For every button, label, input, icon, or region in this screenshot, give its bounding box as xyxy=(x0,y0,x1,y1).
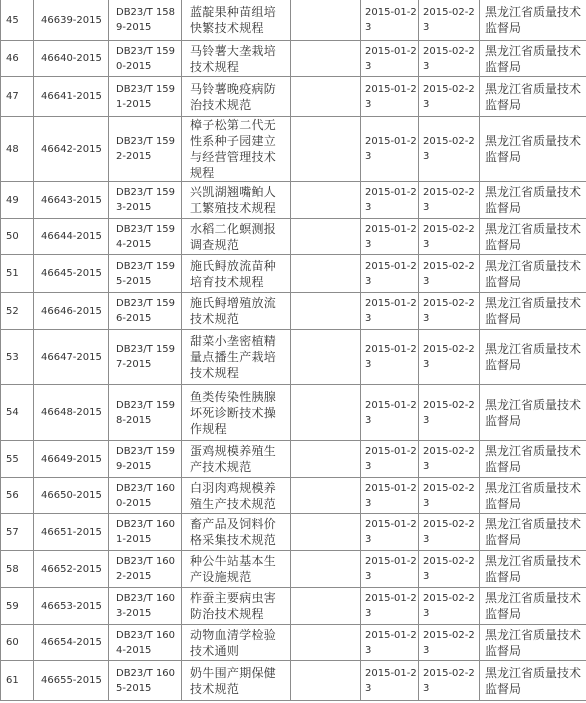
standard-number: DB23/T 1592-2015 xyxy=(116,136,176,162)
issue-date-cell xyxy=(361,478,419,514)
approving-department-cell xyxy=(480,182,586,219)
approving-department-cell xyxy=(480,441,586,478)
standard-name: 施氏鲟增殖放流技术规范 xyxy=(190,296,277,326)
row-index-cell xyxy=(1,661,34,701)
issue-date: 2015-01-23 xyxy=(365,629,417,656)
registration-number-cell xyxy=(34,514,109,551)
effective-date-cell xyxy=(419,478,480,514)
issue-date: 2015-01-23 xyxy=(365,298,417,324)
approving-department-cell xyxy=(480,41,586,77)
approving-department: 黑龙江省质量技术监督局 xyxy=(485,665,582,696)
row-index: 46 xyxy=(6,53,19,64)
effective-date: 2015-02-23 xyxy=(423,223,475,250)
row-index: 50 xyxy=(6,231,19,242)
effective-date-cell xyxy=(419,551,480,588)
standard-number-cell xyxy=(109,182,182,219)
issue-date: 2015-01-23 xyxy=(365,667,417,694)
row-index: 48 xyxy=(6,143,19,155)
row-index: 59 xyxy=(6,600,19,612)
effective-date: 2015-02-23 xyxy=(423,136,475,162)
issue-date: 2015-01-23 xyxy=(365,482,417,509)
standard-number-cell xyxy=(109,478,182,514)
row-index: 49 xyxy=(6,194,19,206)
approving-department-cell xyxy=(480,514,586,551)
standard-name: 马铃薯晚疫病防治技术规范 xyxy=(190,81,277,112)
approving-department: 黑龙江省质量技术监督局 xyxy=(485,43,582,74)
standard-number: DB23/T 1591-2015 xyxy=(116,83,176,110)
row-index-cell xyxy=(1,77,34,117)
issue-date-cell xyxy=(361,588,419,625)
standard-number: DB23/T 1601-2015 xyxy=(116,519,176,545)
standard-name: 蓝靛果种苗组培快繁技术规程 xyxy=(190,5,277,35)
standard-number-cell xyxy=(109,588,182,625)
registration-number: 46642-2015 xyxy=(41,143,102,155)
row-index: 58 xyxy=(6,563,19,575)
standard-name-cell xyxy=(182,588,291,625)
standard-number: DB23/T 1595-2015 xyxy=(116,260,176,287)
approving-department: 黑龙江省质量技术监督局 xyxy=(485,480,582,511)
row-index: 52 xyxy=(6,305,19,317)
standard-number-cell xyxy=(109,41,182,77)
standard-number-cell xyxy=(109,514,182,551)
standard-number-cell xyxy=(109,0,182,41)
blank-cell-cell xyxy=(291,551,361,588)
standard-name-cell xyxy=(182,441,291,478)
issue-date: 2015-01-23 xyxy=(365,344,417,370)
issue-date: 2015-01-23 xyxy=(365,187,417,213)
table-row xyxy=(1,478,586,514)
row-index-cell xyxy=(1,625,34,661)
approving-department-cell xyxy=(480,330,586,385)
row-index: 45 xyxy=(6,14,19,26)
standard-number: DB23/T 1596-2015 xyxy=(116,298,176,324)
standard-name: 水稻二化螟测报调查规范 xyxy=(190,221,277,252)
standard-number-cell xyxy=(109,661,182,701)
blank-cell-cell xyxy=(291,0,361,41)
row-index: 57 xyxy=(6,526,19,538)
standard-name: 甜菜小垄密植精量点播生产栽培技术规程 xyxy=(190,334,277,380)
effective-date-cell xyxy=(419,0,480,41)
table-row xyxy=(1,551,586,588)
effective-date-cell xyxy=(419,77,480,117)
registration-number: 46653-2015 xyxy=(41,600,102,612)
effective-date: 2015-02-23 xyxy=(423,593,475,619)
registration-number: 46644-2015 xyxy=(41,231,102,242)
approving-department: 黑龙江省质量技术监督局 xyxy=(485,258,582,289)
standard-number: DB23/T 1590-2015 xyxy=(116,45,176,72)
issue-date-cell xyxy=(361,41,419,77)
registration-number: 46640-2015 xyxy=(41,53,102,64)
row-index-cell xyxy=(1,330,34,385)
standard-name-cell xyxy=(182,41,291,77)
standard-name: 白羽肉鸡规模养殖生产技术规范 xyxy=(190,480,277,511)
approving-department: 黑龙江省质量技术监督局 xyxy=(485,397,582,428)
issue-date-cell xyxy=(361,625,419,661)
issue-date: 2015-01-23 xyxy=(365,593,417,619)
blank-cell-cell xyxy=(291,478,361,514)
effective-date: 2015-02-23 xyxy=(423,83,475,110)
effective-date-cell xyxy=(419,661,480,701)
standard-number-cell xyxy=(109,293,182,330)
issue-date-cell xyxy=(361,551,419,588)
standard-number: DB23/T 1594-2015 xyxy=(116,223,176,250)
row-index-cell xyxy=(1,293,34,330)
standard-number: DB23/T 1602-2015 xyxy=(116,556,176,582)
approving-department-cell xyxy=(480,478,586,514)
table-row xyxy=(1,77,586,117)
issue-date-cell xyxy=(361,77,419,117)
standard-name-cell xyxy=(182,255,291,293)
standard-number: DB23/T 1600-2015 xyxy=(116,482,176,509)
standard-name-cell xyxy=(182,219,291,255)
standard-number: DB23/T 1599-2015 xyxy=(116,446,176,472)
row-index-cell xyxy=(1,514,34,551)
issue-date-cell xyxy=(361,293,419,330)
approving-department: 黑龙江省质量技术监督局 xyxy=(485,134,582,164)
table-row xyxy=(1,255,586,293)
effective-date-cell xyxy=(419,255,480,293)
effective-date-cell xyxy=(419,588,480,625)
row-index-cell xyxy=(1,441,34,478)
row-index: 47 xyxy=(6,91,19,102)
effective-date-cell xyxy=(419,625,480,661)
row-index: 51 xyxy=(6,268,19,279)
blank-cell-cell xyxy=(291,182,361,219)
issue-date: 2015-01-23 xyxy=(365,519,417,545)
effective-date-cell xyxy=(419,182,480,219)
standard-name-cell xyxy=(182,182,291,219)
row-index-cell xyxy=(1,117,34,182)
standard-name-cell xyxy=(182,293,291,330)
effective-date-cell xyxy=(419,41,480,77)
approving-department: 黑龙江省质量技术监督局 xyxy=(485,185,582,215)
issue-date-cell xyxy=(361,661,419,701)
effective-date-cell xyxy=(419,219,480,255)
standard-number: DB23/T 1597-2015 xyxy=(116,344,176,370)
effective-date: 2015-02-23 xyxy=(423,399,475,426)
effective-date-cell xyxy=(419,293,480,330)
standard-number: DB23/T 1593-2015 xyxy=(116,187,176,213)
standard-name: 施氏鲟放流苗种培育技术规程 xyxy=(190,258,277,289)
table-row xyxy=(1,117,586,182)
issue-date: 2015-01-23 xyxy=(365,399,417,426)
approving-department-cell xyxy=(480,117,586,182)
table-row xyxy=(1,330,586,385)
registration-number: 46651-2015 xyxy=(41,526,102,538)
table-row xyxy=(1,441,586,478)
approving-department: 黑龙江省质量技术监督局 xyxy=(485,5,582,35)
standard-name-cell xyxy=(182,0,291,41)
row-index-cell xyxy=(1,551,34,588)
approving-department: 黑龙江省质量技术监督局 xyxy=(485,296,582,326)
effective-date-cell xyxy=(419,441,480,478)
row-index: 56 xyxy=(6,490,19,501)
blank-cell-cell xyxy=(291,588,361,625)
table-row xyxy=(1,219,586,255)
blank-cell-cell xyxy=(291,661,361,701)
row-index-cell xyxy=(1,219,34,255)
table-row xyxy=(1,588,586,625)
row-index: 53 xyxy=(6,351,19,363)
approving-department-cell xyxy=(480,77,586,117)
registration-number: 46646-2015 xyxy=(41,305,102,317)
blank-cell-cell xyxy=(291,625,361,661)
standard-name: 蛋鸡规模养殖生产技术规范 xyxy=(190,444,277,474)
blank-cell-cell xyxy=(291,293,361,330)
standard-number: DB23/T 1589-2015 xyxy=(116,7,176,33)
blank-cell-cell xyxy=(291,385,361,441)
table-row xyxy=(1,293,586,330)
blank-cell-cell xyxy=(291,514,361,551)
issue-date-cell xyxy=(361,117,419,182)
registration-number-cell xyxy=(34,41,109,77)
registration-number-cell xyxy=(34,0,109,41)
blank-cell-cell xyxy=(291,41,361,77)
standard-name-cell xyxy=(182,625,291,661)
standard-name: 樟子松第二代无性系种子园建立与经营管理技术规程 xyxy=(190,118,277,180)
registration-number-cell xyxy=(34,117,109,182)
issue-date: 2015-01-23 xyxy=(365,7,417,33)
row-index-cell xyxy=(1,182,34,219)
issue-date-cell xyxy=(361,0,419,41)
registration-number-cell xyxy=(34,661,109,701)
effective-date-cell xyxy=(419,330,480,385)
standard-number-cell xyxy=(109,385,182,441)
issue-date: 2015-01-23 xyxy=(365,45,417,72)
table-row xyxy=(1,182,586,219)
issue-date-cell xyxy=(361,182,419,219)
issue-date-cell xyxy=(361,514,419,551)
standard-name-cell xyxy=(182,117,291,182)
row-index-cell xyxy=(1,41,34,77)
effective-date-cell xyxy=(419,514,480,551)
standard-number: DB23/T 1603-2015 xyxy=(116,593,176,619)
standard-number: DB23/T 1598-2015 xyxy=(116,399,176,426)
registration-number: 46652-2015 xyxy=(41,563,102,575)
standard-number-cell xyxy=(109,441,182,478)
issue-date-cell xyxy=(361,441,419,478)
table-row xyxy=(1,41,586,77)
registration-number-cell xyxy=(34,551,109,588)
approving-department: 黑龙江省质量技术监督局 xyxy=(485,221,582,252)
blank-cell-cell xyxy=(291,77,361,117)
row-index-cell xyxy=(1,478,34,514)
effective-date: 2015-02-23 xyxy=(423,629,475,656)
approving-department: 黑龙江省质量技术监督局 xyxy=(485,342,582,372)
blank-cell-cell xyxy=(291,117,361,182)
registration-number: 46641-2015 xyxy=(41,91,102,102)
approving-department-cell xyxy=(480,588,586,625)
registration-number: 46650-2015 xyxy=(41,490,102,501)
registration-number: 46639-2015 xyxy=(41,14,102,26)
blank-cell-cell xyxy=(291,255,361,293)
registration-number-cell xyxy=(34,255,109,293)
registration-number-cell xyxy=(34,330,109,385)
approving-department: 黑龙江省质量技术监督局 xyxy=(485,591,582,621)
approving-department-cell xyxy=(480,551,586,588)
issue-date: 2015-01-23 xyxy=(365,260,417,287)
approving-department-cell xyxy=(480,661,586,701)
effective-date: 2015-02-23 xyxy=(423,446,475,472)
effective-date-cell xyxy=(419,117,480,182)
standard-name-cell xyxy=(182,385,291,441)
standard-number: DB23/T 1604-2015 xyxy=(116,629,176,656)
effective-date: 2015-02-23 xyxy=(423,187,475,213)
registration-number-cell xyxy=(34,182,109,219)
registration-number-cell xyxy=(34,625,109,661)
standard-name: 兴凯湖翘嘴鲌人工繁殖技术规程 xyxy=(190,185,277,215)
row-index-cell xyxy=(1,588,34,625)
standard-name: 鱼类传染性胰腺坏死诊断技术操作规程 xyxy=(190,389,277,436)
effective-date: 2015-02-23 xyxy=(423,298,475,324)
approving-department-cell xyxy=(480,255,586,293)
issue-date: 2015-01-23 xyxy=(365,556,417,582)
blank-cell-cell xyxy=(291,330,361,385)
standard-name: 奶牛围产期保健技术规范 xyxy=(190,665,277,696)
row-index-cell xyxy=(1,385,34,441)
issue-date-cell xyxy=(361,255,419,293)
standard-number-cell xyxy=(109,219,182,255)
standard-number: DB23/T 1605-2015 xyxy=(116,667,176,694)
table-row xyxy=(1,625,586,661)
standard-name: 畜产品及饲料价格采集技术规范 xyxy=(190,517,277,547)
registration-number: 46648-2015 xyxy=(41,407,102,418)
effective-date-cell xyxy=(419,385,480,441)
effective-date: 2015-02-23 xyxy=(423,556,475,582)
standard-name: 马铃薯大垄栽培技术规程 xyxy=(190,43,277,74)
approving-department: 黑龙江省质量技术监督局 xyxy=(485,444,582,474)
issue-date: 2015-01-23 xyxy=(365,83,417,110)
standard-number-cell xyxy=(109,551,182,588)
standard-name: 柞蚕主要病虫害防治技术规程 xyxy=(190,591,277,621)
standard-name-cell xyxy=(182,514,291,551)
issue-date-cell xyxy=(361,330,419,385)
registration-number-cell xyxy=(34,588,109,625)
approving-department: 黑龙江省质量技术监督局 xyxy=(485,517,582,547)
table-row xyxy=(1,0,586,41)
approving-department: 黑龙江省质量技术监督局 xyxy=(485,627,582,658)
table-row xyxy=(1,661,586,701)
blank-cell-cell xyxy=(291,219,361,255)
approving-department-cell xyxy=(480,0,586,41)
effective-date: 2015-02-23 xyxy=(423,45,475,72)
approving-department: 黑龙江省质量技术监督局 xyxy=(485,554,582,584)
registration-number: 46643-2015 xyxy=(41,194,102,206)
approving-department-cell xyxy=(480,219,586,255)
row-index: 55 xyxy=(6,453,19,465)
registration-number: 46647-2015 xyxy=(41,351,102,363)
approving-department-cell xyxy=(480,625,586,661)
table-row xyxy=(1,514,586,551)
registration-number-cell xyxy=(34,77,109,117)
approving-department-cell xyxy=(480,385,586,441)
registration-number: 46654-2015 xyxy=(41,637,102,648)
standard-name: 动物血清学检验技术通则 xyxy=(190,627,277,658)
standard-number-cell xyxy=(109,330,182,385)
approving-department-cell xyxy=(480,293,586,330)
issue-date: 2015-01-23 xyxy=(365,136,417,162)
row-index: 61 xyxy=(6,675,19,686)
standard-name-cell xyxy=(182,551,291,588)
row-index-cell xyxy=(1,255,34,293)
effective-date: 2015-02-23 xyxy=(423,7,475,33)
standard-number-cell xyxy=(109,77,182,117)
approving-department: 黑龙江省质量技术监督局 xyxy=(485,81,582,112)
issue-date-cell xyxy=(361,385,419,441)
standard-number-cell xyxy=(109,255,182,293)
issue-date: 2015-01-23 xyxy=(365,446,417,472)
blank-cell-cell xyxy=(291,441,361,478)
registration-number: 46655-2015 xyxy=(41,675,102,686)
row-index-cell xyxy=(1,0,34,41)
registration-number-cell xyxy=(34,293,109,330)
standard-number-cell xyxy=(109,625,182,661)
registration-number-cell xyxy=(34,441,109,478)
row-index: 54 xyxy=(6,407,19,418)
standard-name-cell xyxy=(182,478,291,514)
issue-date: 2015-01-23 xyxy=(365,223,417,250)
standard-number-cell xyxy=(109,117,182,182)
registration-number-cell xyxy=(34,219,109,255)
registration-number-cell xyxy=(34,478,109,514)
effective-date: 2015-02-23 xyxy=(423,260,475,287)
standard-name-cell xyxy=(182,77,291,117)
effective-date: 2015-02-23 xyxy=(423,667,475,694)
registration-number-cell xyxy=(34,385,109,441)
standard-name-cell xyxy=(182,330,291,385)
effective-date: 2015-02-23 xyxy=(423,519,475,545)
registration-number: 46649-2015 xyxy=(41,453,102,465)
registration-number: 46645-2015 xyxy=(41,268,102,279)
standard-name-cell xyxy=(182,661,291,701)
row-index: 60 xyxy=(6,637,19,648)
effective-date: 2015-02-23 xyxy=(423,482,475,509)
effective-date: 2015-02-23 xyxy=(423,344,475,370)
table-row xyxy=(1,385,586,441)
issue-date-cell xyxy=(361,219,419,255)
standard-name: 种公牛站基本生产设施规范 xyxy=(190,554,277,584)
